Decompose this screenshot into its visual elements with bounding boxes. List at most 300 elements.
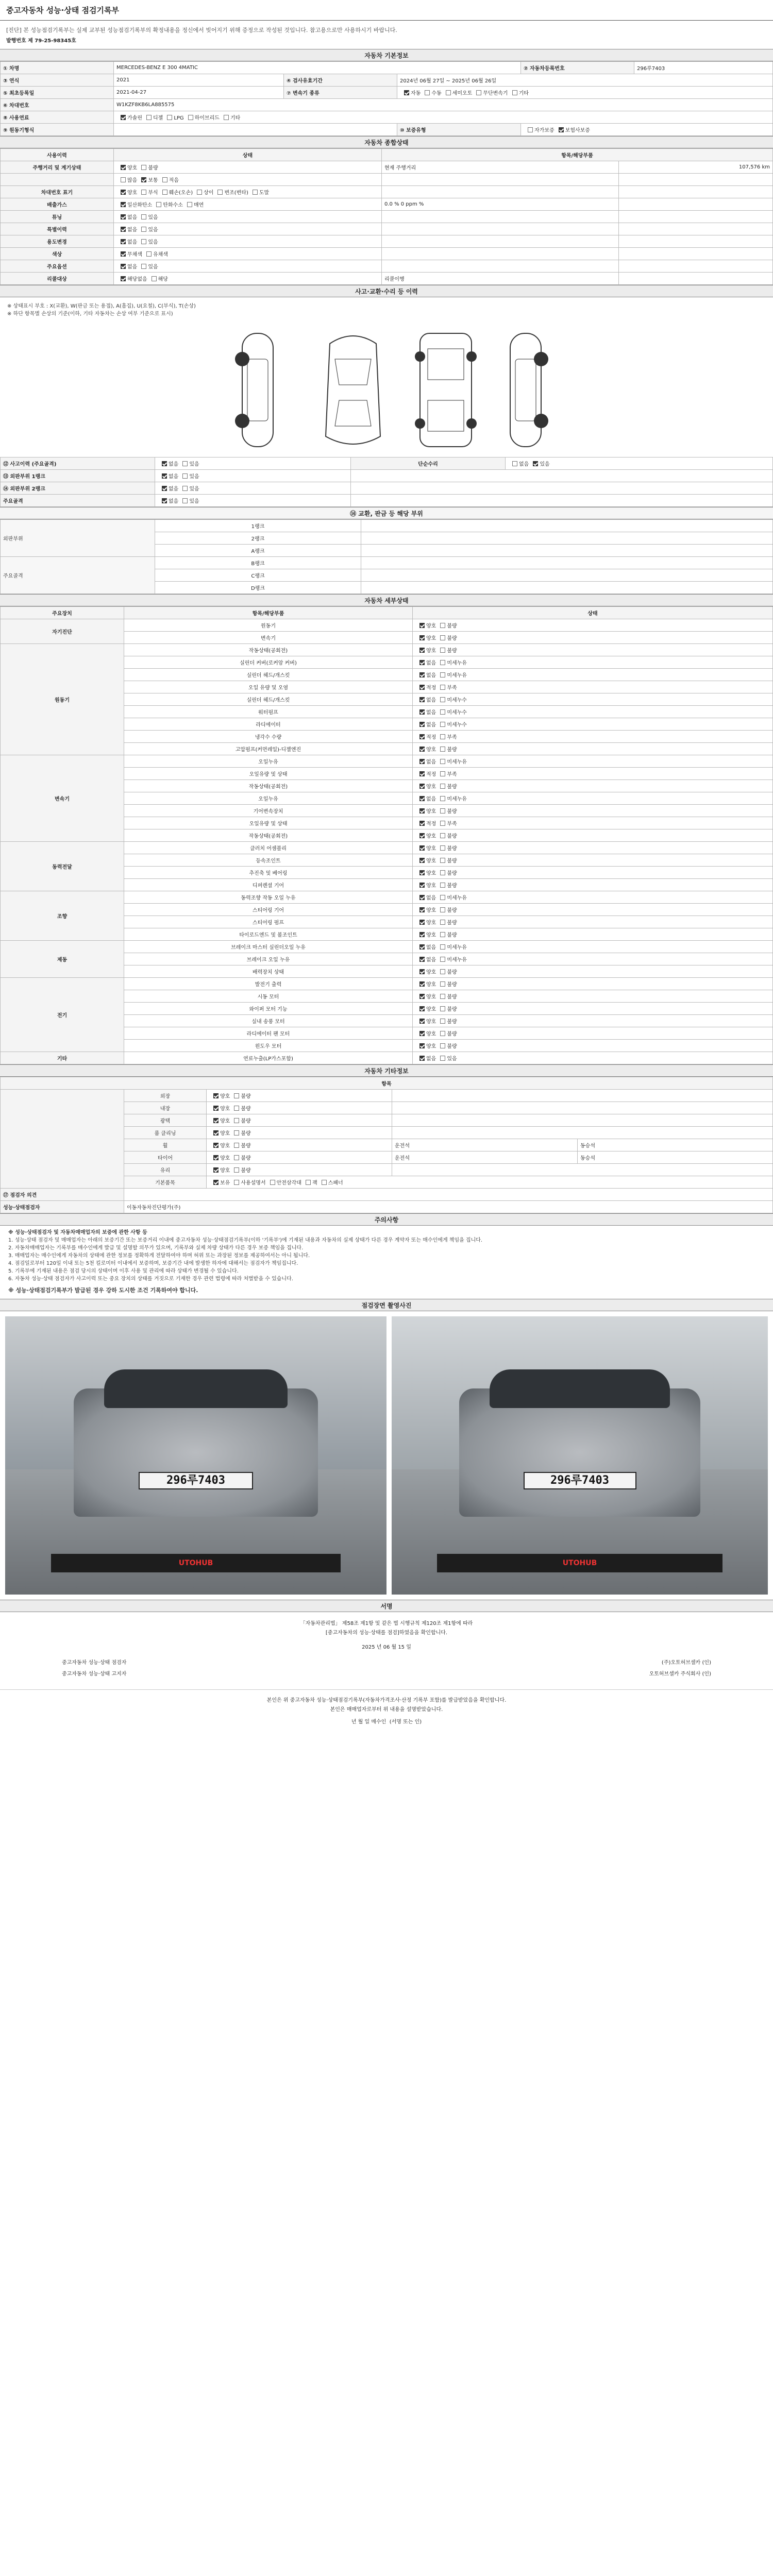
detail-3-1-checkbox-1[interactable] bbox=[440, 858, 445, 863]
detail-item-state bbox=[413, 743, 773, 755]
detail-1-3-checkbox-0[interactable] bbox=[419, 685, 425, 690]
parts-frame-label: 주요골격 bbox=[1, 557, 155, 594]
overall-5-checkbox-1[interactable] bbox=[141, 227, 146, 232]
fuel-checkbox-3[interactable] bbox=[188, 115, 193, 120]
overall-2-option-label-5: 도말 bbox=[259, 190, 270, 196]
overall-2-checkbox-0[interactable] bbox=[121, 190, 126, 195]
note-item: 4. 점검일로부터 120일 이내 또는 5천 킬로미터 이내에서 보증하며, 보증기간 내에 발생한 하자에 대해서는 점검자가 책임집니다. bbox=[8, 1261, 298, 1266]
parts-rankA: A랭크 bbox=[155, 545, 361, 557]
detail-5-2-checkbox-1[interactable] bbox=[440, 969, 445, 974]
detail-0-0-checkbox-1[interactable] bbox=[440, 623, 445, 628]
detail-6-1-checkbox-0[interactable] bbox=[419, 994, 425, 999]
detail-item-label: 실린더 헤드/개스킷 bbox=[124, 693, 413, 706]
overall-5-checkbox-0[interactable] bbox=[121, 227, 126, 232]
detail-item-state bbox=[413, 1003, 773, 1015]
detail-2-6-checkbox-0[interactable] bbox=[419, 833, 425, 838]
overall-row-extra-value: 107,576 km bbox=[619, 161, 773, 174]
detail-5-0-checkbox-0[interactable] bbox=[419, 944, 425, 950]
detail-5-1-option-label-1: 미세누유 bbox=[447, 957, 467, 963]
detail-1-2-option-label-0: 없음 bbox=[426, 673, 436, 679]
overall-3-checkbox-2[interactable] bbox=[187, 202, 192, 207]
detail-4-1-checkbox-1[interactable] bbox=[440, 907, 445, 912]
other-1-checkbox-1[interactable] bbox=[234, 1106, 239, 1111]
accident-row-options bbox=[155, 470, 351, 482]
overall-7-option-label-1: 유채색 bbox=[153, 252, 168, 258]
overall-5-option-label-1: 있음 bbox=[148, 227, 158, 233]
note-item: 3. 매매업자는 매수인에게 자동차의 상태에 관한 정보를 정확하게 전달하여야 하며 허위 또는 과장된 정보를 제공하여서는 아니 됩니다. bbox=[8, 1253, 310, 1259]
fuel-checkbox-1[interactable] bbox=[146, 115, 152, 120]
sign-inspector-value: (주)오토허브셀카 (인) bbox=[661, 1660, 711, 1666]
accident-r-0-option-label-0: 없음 bbox=[519, 462, 529, 467]
fuel-checkbox-0[interactable] bbox=[121, 115, 126, 120]
other-6-checkbox-1[interactable] bbox=[234, 1167, 239, 1173]
overall-row-extra-value bbox=[619, 248, 773, 260]
overall-5-option-label-0: 없음 bbox=[127, 227, 138, 233]
detail-1-7-checkbox-0[interactable] bbox=[419, 734, 425, 739]
detail-0-0-checkbox-0[interactable] bbox=[419, 623, 425, 628]
detail-1-6-checkbox-1[interactable] bbox=[440, 722, 445, 727]
accident-1-checkbox-1[interactable] bbox=[182, 473, 188, 479]
other-side-driver: 운전석 bbox=[392, 1151, 578, 1164]
other-basic-option-label-1: 사용설명서 bbox=[241, 1180, 266, 1186]
overall-row-extra-value bbox=[619, 260, 773, 273]
detail-4-0-option-label-1: 미세누유 bbox=[447, 895, 467, 901]
detail-3-0-checkbox-0[interactable] bbox=[419, 845, 425, 851]
detail-2-6-checkbox-1[interactable] bbox=[440, 833, 445, 838]
detail-item-label: 브레이크 오일 누유 bbox=[124, 953, 413, 965]
overall-2-option-label-2: 훼손(오손) bbox=[169, 190, 193, 196]
detail-1-6-checkbox-0[interactable] bbox=[419, 722, 425, 727]
detail-2-2-checkbox-1[interactable] bbox=[440, 784, 445, 789]
other-2-checkbox-0[interactable] bbox=[213, 1118, 219, 1123]
detail-item-label: 브레이크 마스터 실린더오일 누유 bbox=[124, 941, 413, 953]
accident-0-option-label-0: 없음 bbox=[169, 462, 179, 467]
accident-r-0-option-label-1: 있음 bbox=[540, 462, 550, 467]
warranty-checkbox-0[interactable] bbox=[528, 127, 533, 132]
detail-item-state bbox=[413, 780, 773, 792]
other-2-option-label-1: 불량 bbox=[241, 1118, 251, 1124]
detail-4-3-option-label-1: 불량 bbox=[447, 933, 457, 938]
accident-row-empty bbox=[351, 470, 773, 482]
document-notice: [진단] 본 성능점검기록부는 실제 교부된 성능점검기록부의 확정내용을 정신에서 빚어지기 위해 증정으로 작성된 것입니다. 참고용으로만 사용하시기 바랍니다. bbox=[6, 27, 397, 33]
detail-2-2-option-label-0: 양호 bbox=[426, 784, 436, 790]
overall-row-options bbox=[114, 161, 382, 174]
detail-2-0-checkbox-0[interactable] bbox=[419, 759, 425, 764]
overall-3-option-label-1: 탄화수소 bbox=[163, 202, 183, 208]
detail-4-1-option-label-0: 양호 bbox=[426, 908, 436, 913]
detail-0-0-option-label-0: 양호 bbox=[426, 623, 436, 629]
overall-row-extra-value bbox=[619, 273, 773, 285]
overall-2-checkbox-2[interactable] bbox=[162, 190, 167, 195]
other-0-option-label-1: 불량 bbox=[241, 1094, 251, 1099]
overall-row bbox=[1, 174, 773, 186]
accident-3-checkbox-0[interactable] bbox=[162, 498, 167, 503]
detail-item-state bbox=[413, 644, 773, 656]
detail-item-state bbox=[413, 1040, 773, 1052]
overall-6-checkbox-0[interactable] bbox=[121, 239, 126, 244]
other-basic-checkbox-3[interactable] bbox=[306, 1180, 311, 1185]
detail-7-0-checkbox-0[interactable] bbox=[419, 1056, 425, 1061]
sign-date: 2025 년 06 월 15 일 bbox=[362, 1645, 411, 1650]
overall-8-checkbox-0[interactable] bbox=[121, 264, 126, 269]
detail-4-1-checkbox-0[interactable] bbox=[419, 907, 425, 912]
detail-6-2-option-label-1: 불량 bbox=[447, 1007, 457, 1012]
detail-4-0-checkbox-0[interactable] bbox=[419, 895, 425, 900]
overall-2-option-label-3: 상이 bbox=[204, 190, 214, 196]
detail-2-3-option-label-0: 없음 bbox=[426, 796, 436, 802]
detail-5-1-checkbox-1[interactable] bbox=[440, 957, 445, 962]
detail-item-state bbox=[413, 693, 773, 706]
engine-type-label: ⑨ 원동기형식 bbox=[1, 124, 114, 136]
other-item-label: 타이어 bbox=[124, 1151, 207, 1164]
overall-9-checkbox-0[interactable] bbox=[121, 276, 126, 281]
overall-0-checkbox-0[interactable] bbox=[121, 165, 126, 170]
other-basic-option-label-4: 스패너 bbox=[328, 1180, 343, 1186]
detail-3-1-option-label-0: 양호 bbox=[426, 858, 436, 864]
detail-2-4-option-label-0: 양호 bbox=[426, 809, 436, 815]
overall-2-checkbox-5[interactable] bbox=[253, 190, 258, 195]
detail-4-2-option-label-1: 불량 bbox=[447, 920, 457, 926]
detail-1-4-checkbox-0[interactable] bbox=[419, 697, 425, 702]
parts-rank1: 1랭크 bbox=[155, 520, 361, 532]
detail-4-3-checkbox-1[interactable] bbox=[440, 932, 445, 937]
detail-item-state bbox=[413, 718, 773, 731]
trans-checkbox-4[interactable] bbox=[512, 90, 517, 95]
detail-2-4-checkbox-1[interactable] bbox=[440, 808, 445, 814]
detail-item-label: 오일누유 bbox=[124, 792, 413, 805]
accident-r-0-checkbox-0[interactable] bbox=[512, 461, 517, 466]
other-row bbox=[1, 1090, 773, 1102]
accident-0-checkbox-0[interactable] bbox=[162, 461, 167, 466]
fuel-checkbox-2[interactable] bbox=[167, 115, 172, 120]
detail-6-0-checkbox-0[interactable] bbox=[419, 981, 425, 987]
trans-checkbox-3[interactable] bbox=[476, 90, 481, 95]
overall-0-checkbox-1[interactable] bbox=[141, 165, 146, 170]
overall-6-checkbox-1[interactable] bbox=[141, 239, 146, 244]
other-6-checkbox-0[interactable] bbox=[213, 1167, 219, 1173]
detail-item-label: 원동기 bbox=[124, 619, 413, 632]
overall-7-checkbox-1[interactable] bbox=[146, 251, 152, 257]
detail-3-2-option-label-0: 양호 bbox=[426, 871, 436, 876]
other-6-option-label-1: 불량 bbox=[241, 1168, 251, 1174]
overall-row-options bbox=[114, 260, 382, 273]
detail-1-7-option-label-1: 부족 bbox=[447, 735, 457, 740]
warranty-options bbox=[521, 124, 773, 136]
detail-2-5-checkbox-0[interactable] bbox=[419, 821, 425, 826]
detail-item-label: 시동 모터 bbox=[124, 990, 413, 1003]
detail-4-0-checkbox-1[interactable] bbox=[440, 895, 445, 900]
accident-0-checkbox-1[interactable] bbox=[182, 461, 188, 466]
trans-options bbox=[397, 87, 773, 99]
sign-buyer: 년 월 일 매수인 bbox=[351, 1719, 386, 1725]
overall-row-label: 용도변경 bbox=[1, 235, 114, 248]
detail-6-4-option-label-0: 양호 bbox=[426, 1031, 436, 1037]
detail-1-5-checkbox-1[interactable] bbox=[440, 709, 445, 715]
overall-row-options bbox=[114, 223, 382, 235]
other-basic-checkbox-0[interactable] bbox=[213, 1180, 219, 1185]
basic-info-table bbox=[0, 61, 773, 136]
detail-item-label: 스티어링 기어 bbox=[124, 904, 413, 916]
other-basic-option-label-3: 잭 bbox=[312, 1180, 317, 1186]
accident-2-checkbox-1[interactable] bbox=[182, 486, 188, 491]
detail-6-1-checkbox-1[interactable] bbox=[440, 994, 445, 999]
accident-row bbox=[1, 457, 773, 470]
overall-header-usage: 사용이력 bbox=[1, 149, 114, 161]
detail-5-0-checkbox-1[interactable] bbox=[440, 944, 445, 950]
detail-5-1-checkbox-0[interactable] bbox=[419, 957, 425, 962]
accident-2-option-label-0: 없음 bbox=[169, 486, 179, 492]
detail-6-4-option-label-1: 불량 bbox=[447, 1031, 457, 1037]
overall-3-checkbox-1[interactable] bbox=[156, 202, 161, 207]
overall-row-options bbox=[114, 186, 382, 198]
other-3-checkbox-1[interactable] bbox=[234, 1130, 239, 1136]
detail-6-3-option-label-0: 양호 bbox=[426, 1019, 436, 1025]
detail-item-state bbox=[413, 978, 773, 990]
trans-checkbox-1[interactable] bbox=[425, 90, 430, 95]
trans-option-label-2: 세미오토 bbox=[452, 91, 473, 96]
warranty-checkbox-1[interactable] bbox=[559, 127, 564, 132]
detail-1-1-checkbox-0[interactable] bbox=[419, 660, 425, 665]
detail-4-3-checkbox-0[interactable] bbox=[419, 932, 425, 937]
detail-table bbox=[0, 606, 773, 1064]
notes-block bbox=[0, 1226, 773, 1299]
detail-2-0-checkbox-1[interactable] bbox=[440, 759, 445, 764]
other-0-checkbox-0[interactable] bbox=[213, 1093, 219, 1098]
detail-2-1-checkbox-0[interactable] bbox=[419, 771, 425, 776]
detail-item-label: 작동상태(공회전) bbox=[124, 829, 413, 842]
detail-group-label: 기타 bbox=[1, 1052, 124, 1064]
detail-6-1-option-label-0: 양호 bbox=[426, 994, 436, 1000]
detail-2-6-option-label-0: 양호 bbox=[426, 834, 436, 839]
detail-item-label: 오일유량 및 상태 bbox=[124, 817, 413, 829]
detail-6-3-checkbox-1[interactable] bbox=[440, 1019, 445, 1024]
overall-1-checkbox-2[interactable] bbox=[162, 177, 167, 182]
detail-6-5-checkbox-1[interactable] bbox=[440, 1043, 445, 1048]
detail-1-8-option-label-0: 양호 bbox=[426, 747, 436, 753]
overall-6-option-label-0: 없음 bbox=[127, 240, 138, 245]
detail-1-8-checkbox-1[interactable] bbox=[440, 747, 445, 752]
car-name-label: ① 차명 bbox=[1, 62, 114, 74]
detail-6-0-checkbox-1[interactable] bbox=[440, 981, 445, 987]
other-4-checkbox-1[interactable] bbox=[234, 1143, 239, 1148]
detail-6-2-checkbox-0[interactable] bbox=[419, 1006, 425, 1011]
overall-row-options bbox=[114, 198, 382, 211]
trans-checkbox-2[interactable] bbox=[446, 90, 451, 95]
fuel-label: ⑧ 사용연료 bbox=[1, 111, 114, 124]
other-5-checkbox-0[interactable] bbox=[213, 1155, 219, 1160]
detail-item-label: 발전기 출력 bbox=[124, 978, 413, 990]
detail-2-5-checkbox-1[interactable] bbox=[440, 821, 445, 826]
detail-item-state bbox=[413, 669, 773, 681]
detail-item-state bbox=[413, 879, 773, 891]
detail-0-0-option-label-1: 불량 bbox=[447, 623, 457, 629]
other-basic-checkbox-2[interactable] bbox=[270, 1180, 275, 1185]
detail-3-3-checkbox-0[interactable] bbox=[419, 883, 425, 888]
accident-row-options bbox=[155, 482, 351, 495]
detail-1-8-checkbox-0[interactable] bbox=[419, 747, 425, 752]
accident-1-checkbox-0[interactable] bbox=[162, 473, 167, 479]
detail-5-0-option-label-0: 없음 bbox=[426, 945, 436, 951]
fuel-option-label-0: 가솔린 bbox=[127, 115, 142, 121]
detail-6-2-checkbox-1[interactable] bbox=[440, 1006, 445, 1011]
detail-4-0-option-label-0: 없음 bbox=[426, 895, 436, 901]
detail-1-2-checkbox-1[interactable] bbox=[440, 672, 445, 677]
other-2-checkbox-1[interactable] bbox=[234, 1118, 239, 1123]
detail-7-0-checkbox-1[interactable] bbox=[440, 1056, 445, 1061]
other-3-checkbox-0[interactable] bbox=[213, 1130, 219, 1136]
detail-6-3-checkbox-0[interactable] bbox=[419, 1019, 425, 1024]
fuel-checkbox-4[interactable] bbox=[224, 115, 229, 120]
detail-5-0-option-label-1: 미세누유 bbox=[447, 945, 467, 951]
detail-6-4-checkbox-1[interactable] bbox=[440, 1031, 445, 1036]
detail-0-1-checkbox-1[interactable] bbox=[440, 635, 445, 640]
detail-3-3-option-label-0: 양호 bbox=[426, 883, 436, 889]
overall-row bbox=[1, 223, 773, 235]
detail-group-label: 동력전달 bbox=[1, 842, 124, 891]
overall-2-checkbox-4[interactable] bbox=[217, 190, 223, 195]
detail-2-3-checkbox-0[interactable] bbox=[419, 796, 425, 801]
overall-row bbox=[1, 260, 773, 273]
other-item-label: 외장 bbox=[124, 1090, 207, 1102]
notes-footer: ※ 성능·상태점검기록부가 발급된 경우 강하 도시한 조건 기록하여야 합니다. bbox=[8, 1287, 198, 1294]
detail-item-state bbox=[413, 904, 773, 916]
car-side-left-diagram bbox=[227, 328, 289, 452]
detail-3-1-option-label-1: 불량 bbox=[447, 858, 457, 864]
detail-2-3-checkbox-1[interactable] bbox=[440, 796, 445, 801]
other-1-checkbox-0[interactable] bbox=[213, 1106, 219, 1111]
detail-3-2-checkbox-1[interactable] bbox=[440, 870, 445, 875]
detail-1-0-checkbox-1[interactable] bbox=[440, 648, 445, 653]
detail-6-5-checkbox-0[interactable] bbox=[419, 1043, 425, 1048]
overall-2-checkbox-3[interactable] bbox=[197, 190, 202, 195]
detail-item-state bbox=[413, 817, 773, 829]
overall-4-checkbox-0[interactable] bbox=[121, 214, 126, 219]
other-5-checkbox-1[interactable] bbox=[234, 1155, 239, 1160]
detail-2-2-option-label-1: 불량 bbox=[447, 784, 457, 790]
reg-value: 296루7403 bbox=[634, 62, 773, 74]
other-0-checkbox-1[interactable] bbox=[234, 1093, 239, 1098]
detail-2-1-checkbox-1[interactable] bbox=[440, 771, 445, 776]
other-item-label: 룸 클리닝 bbox=[124, 1127, 207, 1139]
detail-0-1-checkbox-0[interactable] bbox=[419, 635, 425, 640]
overall-1-checkbox-0[interactable] bbox=[121, 177, 126, 182]
section-accident-header: 사고·교환·수리 등 이력 bbox=[0, 285, 773, 297]
detail-7-0-option-label-0: 없음 bbox=[426, 1056, 436, 1062]
accident-row bbox=[1, 482, 773, 495]
detail-row bbox=[1, 644, 773, 656]
valid-label: ④ 검사유효기간 bbox=[284, 74, 397, 87]
detail-6-4-checkbox-0[interactable] bbox=[419, 1031, 425, 1036]
overall-row-options bbox=[114, 273, 382, 285]
car-top-front-diagram bbox=[320, 328, 386, 452]
other-inspector-row bbox=[1, 1189, 773, 1201]
detail-2-2-checkbox-0[interactable] bbox=[419, 784, 425, 789]
detail-1-3-checkbox-1[interactable] bbox=[440, 685, 445, 690]
detail-1-2-checkbox-0[interactable] bbox=[419, 672, 425, 677]
other-1-option-label-0: 양호 bbox=[220, 1106, 230, 1112]
detail-item-label: 워터펌프 bbox=[124, 706, 413, 718]
parts-rankD: D랭크 bbox=[155, 582, 361, 594]
overall-1-checkbox-1[interactable] bbox=[141, 177, 146, 182]
vin-label: ⑥ 차대번호 bbox=[1, 99, 114, 111]
detail-3-2-checkbox-0[interactable] bbox=[419, 870, 425, 875]
parts-title: ⑭ 교환, 판금 등 해당 부위 bbox=[0, 507, 773, 519]
detail-1-4-checkbox-1[interactable] bbox=[440, 697, 445, 702]
overall-9-option-label-0: 해당없음 bbox=[127, 277, 147, 282]
other-basic-checkbox-4[interactable] bbox=[322, 1180, 327, 1185]
overall-9-option-label-1: 해당 bbox=[158, 277, 168, 282]
detail-item-state bbox=[413, 706, 773, 718]
other-item-label: 기본품목 bbox=[124, 1176, 207, 1189]
detail-3-0-checkbox-1[interactable] bbox=[440, 845, 445, 851]
overall-header-item: 항목/해당부품 bbox=[382, 149, 773, 161]
accident-2-checkbox-0[interactable] bbox=[162, 486, 167, 491]
other-item-options bbox=[207, 1090, 392, 1102]
detail-1-0-option-label-1: 불량 bbox=[447, 648, 457, 654]
detail-6-3-option-label-1: 불량 bbox=[447, 1019, 457, 1025]
note-item: 6. 자동차 성능·상태 점검자가 사고이력 또는 중요 장치의 상태를 거짓으로 기재한 경우 관련 법령에 따라 처벌받을 수 있습니다. bbox=[8, 1276, 293, 1282]
inspection-photo-rear bbox=[392, 1316, 768, 1595]
detail-3-3-checkbox-1[interactable] bbox=[440, 883, 445, 888]
overall-4-checkbox-1[interactable] bbox=[141, 214, 146, 219]
overall-8-checkbox-1[interactable] bbox=[141, 264, 146, 269]
other-3-option-label-1: 불량 bbox=[241, 1131, 251, 1137]
detail-group-label: 제동 bbox=[1, 941, 124, 978]
trans-checkbox-0[interactable] bbox=[404, 90, 409, 95]
other-5-option-label-0: 양호 bbox=[220, 1156, 230, 1161]
other-side-passenger: 동승석 bbox=[578, 1151, 773, 1164]
other-basic-option-label-2: 안전삼각대 bbox=[276, 1180, 301, 1186]
detail-6-2-option-label-0: 양호 bbox=[426, 1007, 436, 1012]
accident-3-checkbox-1[interactable] bbox=[182, 498, 188, 503]
detail-1-1-checkbox-1[interactable] bbox=[440, 660, 445, 665]
sign-confirm1: 본인은 위 중고자동차 성능·상태점검기록부(자동차가격조사·산정 기록부 포함)를 발급받았음을 확인합니다. bbox=[0, 1689, 773, 1705]
detail-1-0-checkbox-0[interactable] bbox=[419, 648, 425, 653]
detail-item-label: 타이로드엔드 및 볼조인트 bbox=[124, 928, 413, 941]
other-item-options bbox=[207, 1164, 392, 1176]
detail-item-label: 클러치 어셈블리 bbox=[124, 842, 413, 854]
detail-item-state bbox=[413, 768, 773, 780]
section-overall-header: 자동차 종합상태 bbox=[0, 136, 773, 148]
detail-1-7-checkbox-1[interactable] bbox=[440, 734, 445, 739]
detail-3-1-checkbox-0[interactable] bbox=[419, 858, 425, 863]
overall-3-checkbox-0[interactable] bbox=[121, 202, 126, 207]
other-group-label bbox=[1, 1090, 124, 1189]
other-4-checkbox-0[interactable] bbox=[213, 1143, 219, 1148]
overall-row-extra bbox=[382, 248, 619, 260]
overall-7-checkbox-0[interactable] bbox=[121, 251, 126, 257]
note-item: 5. 기록부에 기재된 내용은 점검 당시의 상태이며 이후 사용 및 관리에 따라 상태가 변경될 수 있습니다. bbox=[8, 1268, 239, 1274]
detail-item-label: 실내 송풍 모터 bbox=[124, 1015, 413, 1027]
detail-item-label: 고압펌프(커먼레일)-디젤엔진 bbox=[124, 743, 413, 755]
sign-block bbox=[0, 1612, 773, 1734]
detail-5-2-checkbox-0[interactable] bbox=[419, 969, 425, 974]
overall-2-checkbox-1[interactable] bbox=[141, 190, 146, 195]
overall-9-checkbox-1[interactable] bbox=[152, 276, 157, 281]
overall-row-options bbox=[114, 174, 382, 186]
detail-4-2-checkbox-1[interactable] bbox=[440, 920, 445, 925]
detail-2-4-checkbox-0[interactable] bbox=[419, 808, 425, 814]
detail-1-5-checkbox-0[interactable] bbox=[419, 709, 425, 715]
detail-item-label: 실린더 헤드/개스킷 bbox=[124, 669, 413, 681]
other-basic-checkbox-1[interactable] bbox=[234, 1180, 239, 1185]
detail-item-state bbox=[413, 731, 773, 743]
trans-option-label-4: 기타 bbox=[518, 91, 529, 96]
overall-row-options bbox=[114, 211, 382, 223]
accident-r-0-checkbox-1[interactable] bbox=[533, 461, 538, 466]
other-5-option-label-1: 불량 bbox=[241, 1156, 251, 1161]
detail-4-2-checkbox-0[interactable] bbox=[419, 920, 425, 925]
